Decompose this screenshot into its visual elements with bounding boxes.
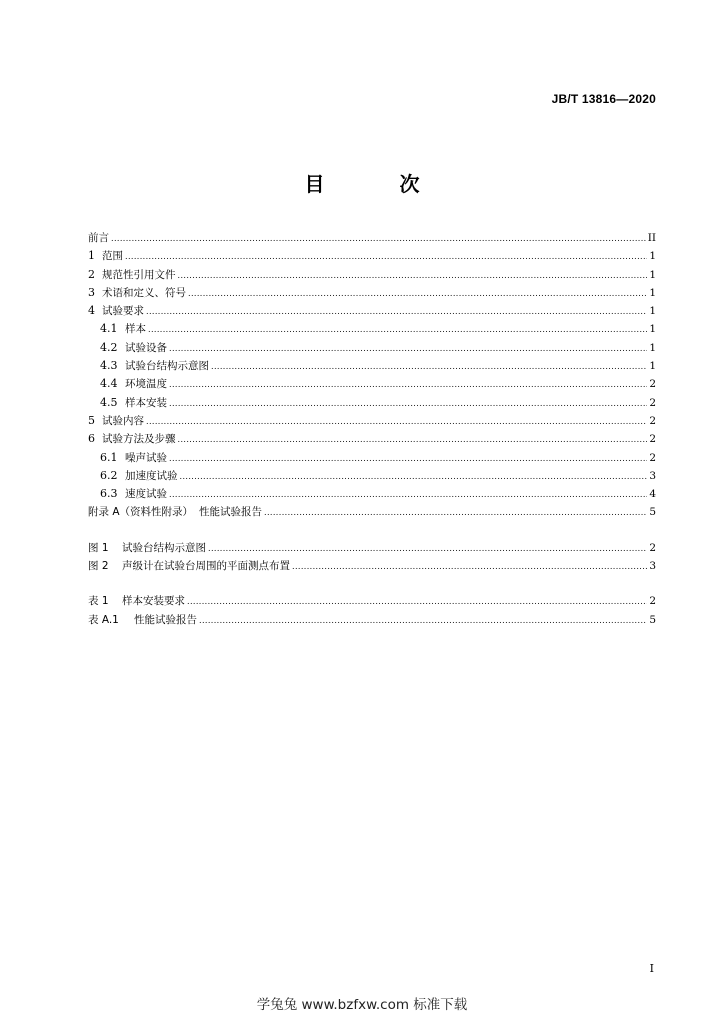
toc-entry-title: 术语和定义、符号 <box>102 286 186 299</box>
toc-entry-title: 加速度试验 <box>125 469 178 482</box>
toc-entry-page: 3 <box>649 469 656 482</box>
toc-entry-number: 6.1 <box>100 450 118 464</box>
toc-entry-page: 4 <box>649 488 656 501</box>
toc-entry-page: II <box>647 232 656 244</box>
toc-entry-number: 4.1 <box>100 322 118 336</box>
toc-leader <box>180 468 648 486</box>
toc-entry-table-a1[interactable] <box>88 611 656 629</box>
toc-entry-ambient-temperature[interactable] <box>88 375 656 393</box>
toc-entry-page: 1 <box>649 360 656 373</box>
toc-entry-page: 2 <box>649 396 656 409</box>
toc-entry-velocity-test[interactable] <box>88 485 656 503</box>
toc-entry-title: 环境温度 <box>125 378 167 391</box>
toc-entry-acceleration-test[interactable] <box>88 467 656 485</box>
page-title: 目 次 <box>304 172 454 196</box>
toc-entry-title: 样本 <box>125 323 146 336</box>
toc-entry-title: 样本安装要求 <box>122 595 185 608</box>
toc-entry-test-content[interactable] <box>88 412 656 430</box>
table-of-contents <box>88 229 656 629</box>
toc-entry-test-methods[interactable] <box>88 430 656 448</box>
toc-entry-noise-test[interactable] <box>88 449 656 467</box>
toc-entry-title: 前言 <box>88 232 109 244</box>
toc-entry-number: 3 <box>88 285 95 299</box>
toc-entry-number: 图 2 <box>88 560 109 573</box>
standard-number: JB/T 13816—2020 <box>551 92 656 106</box>
toc-entry-title: 试验台结构示意图 <box>125 360 209 373</box>
toc-leader <box>169 340 647 358</box>
toc-entry-title: 试验设备 <box>125 341 167 354</box>
toc-entry-scope[interactable] <box>88 247 656 265</box>
toc-leader <box>169 376 647 394</box>
toc-entry-figure-2[interactable] <box>88 557 656 575</box>
toc-leader <box>146 303 647 321</box>
toc-entry-title: 试验内容 <box>102 414 144 427</box>
toc-leader <box>211 358 647 376</box>
toc-entry-number: 表 1 <box>88 595 109 608</box>
toc-entry-page: 2 <box>649 414 656 427</box>
toc-gap <box>88 575 656 592</box>
toc-entry-number: 4.3 <box>100 359 118 373</box>
toc-entry-test-bench-diagram[interactable] <box>88 357 656 375</box>
toc-entry-title: 样本安装 <box>125 396 167 409</box>
toc-entry-page: 2 <box>649 433 656 446</box>
toc-entry-title: 速度试验 <box>125 488 167 501</box>
toc-leader <box>169 395 647 413</box>
toc-entry-title: 试验要求 <box>102 305 144 318</box>
toc-entry-title: 试验方法及步骤 <box>102 433 176 446</box>
page-number: I <box>649 962 654 975</box>
toc-entry-number: 4.5 <box>100 395 118 409</box>
toc-entry-page: 2 <box>649 541 656 554</box>
toc-entry-number: 2 <box>88 267 95 281</box>
toc-leader <box>169 486 647 504</box>
toc-leader <box>187 593 647 611</box>
toc-entry-page: 2 <box>649 595 656 608</box>
toc-leader <box>264 504 647 522</box>
toc-entry-number: 4 <box>88 304 95 318</box>
toc-entry-number: 表 A.1 <box>88 613 119 626</box>
toc-leader <box>199 612 647 630</box>
toc-entry-number: 1 <box>88 249 95 263</box>
toc-leader <box>292 558 647 576</box>
toc-entry-title: 规范性引用文件 <box>102 268 176 281</box>
toc-entry-page: 1 <box>649 341 656 354</box>
toc-leader <box>208 540 647 558</box>
toc-leader <box>111 230 646 248</box>
toc-entry-page: 1 <box>649 323 656 336</box>
toc-leader <box>125 248 647 266</box>
toc-entry-table-1[interactable] <box>88 592 656 610</box>
toc-entry-sample-installation[interactable] <box>88 394 656 412</box>
toc-entry-title: 性能试验报告 <box>199 506 263 519</box>
toc-entry-normative-references[interactable] <box>88 266 656 284</box>
toc-leader <box>169 450 647 468</box>
toc-entry-foreword[interactable] <box>88 229 656 247</box>
toc-entry-number: 图 1 <box>88 541 109 554</box>
toc-entry-page: 2 <box>649 378 656 391</box>
toc-entry-number: 6 <box>88 432 95 446</box>
toc-leader <box>178 431 648 449</box>
toc-entry-title: 范围 <box>102 250 123 263</box>
toc-entry-page: 3 <box>649 560 656 573</box>
toc-entry-page: 5 <box>649 613 656 626</box>
toc-entry-terms[interactable] <box>88 284 656 302</box>
toc-entry-number: 6.3 <box>100 487 118 501</box>
toc-leader <box>146 413 647 431</box>
toc-leader <box>148 321 647 339</box>
toc-entry-number: 6.2 <box>100 468 118 482</box>
toc-leader <box>178 267 648 285</box>
toc-entry-number: 附录 A（资料性附录） <box>88 506 194 519</box>
toc-entry-title: 声级计在试验台周围的平面测点布置 <box>122 560 290 573</box>
toc-entry-title: 性能试验报告 <box>134 613 197 626</box>
toc-entry-page: 1 <box>649 250 656 263</box>
toc-entry-test-equipment[interactable] <box>88 339 656 357</box>
toc-entry-figure-1[interactable] <box>88 539 656 557</box>
toc-entry-appendix-a[interactable] <box>88 503 656 521</box>
toc-entry-test-requirements[interactable] <box>88 302 656 320</box>
toc-leader <box>188 285 647 303</box>
toc-entry-title: 试验台结构示意图 <box>122 541 206 554</box>
toc-entry-sample[interactable] <box>88 320 656 338</box>
toc-entry-number: 4.4 <box>100 377 118 391</box>
toc-entry-page: 5 <box>649 506 656 519</box>
toc-entry-title: 噪声试验 <box>125 451 167 464</box>
toc-gap <box>88 522 656 539</box>
toc-entry-number: 5 <box>88 413 95 427</box>
watermark-text: 学兔兔 www.bzfxw.com 标准下载 <box>256 997 468 1013</box>
toc-entry-page: 1 <box>649 268 656 281</box>
toc-entry-page: 2 <box>649 451 656 464</box>
toc-entry-page: 1 <box>649 286 656 299</box>
toc-entry-number: 4.2 <box>100 340 118 354</box>
toc-entry-page: 1 <box>649 305 656 318</box>
